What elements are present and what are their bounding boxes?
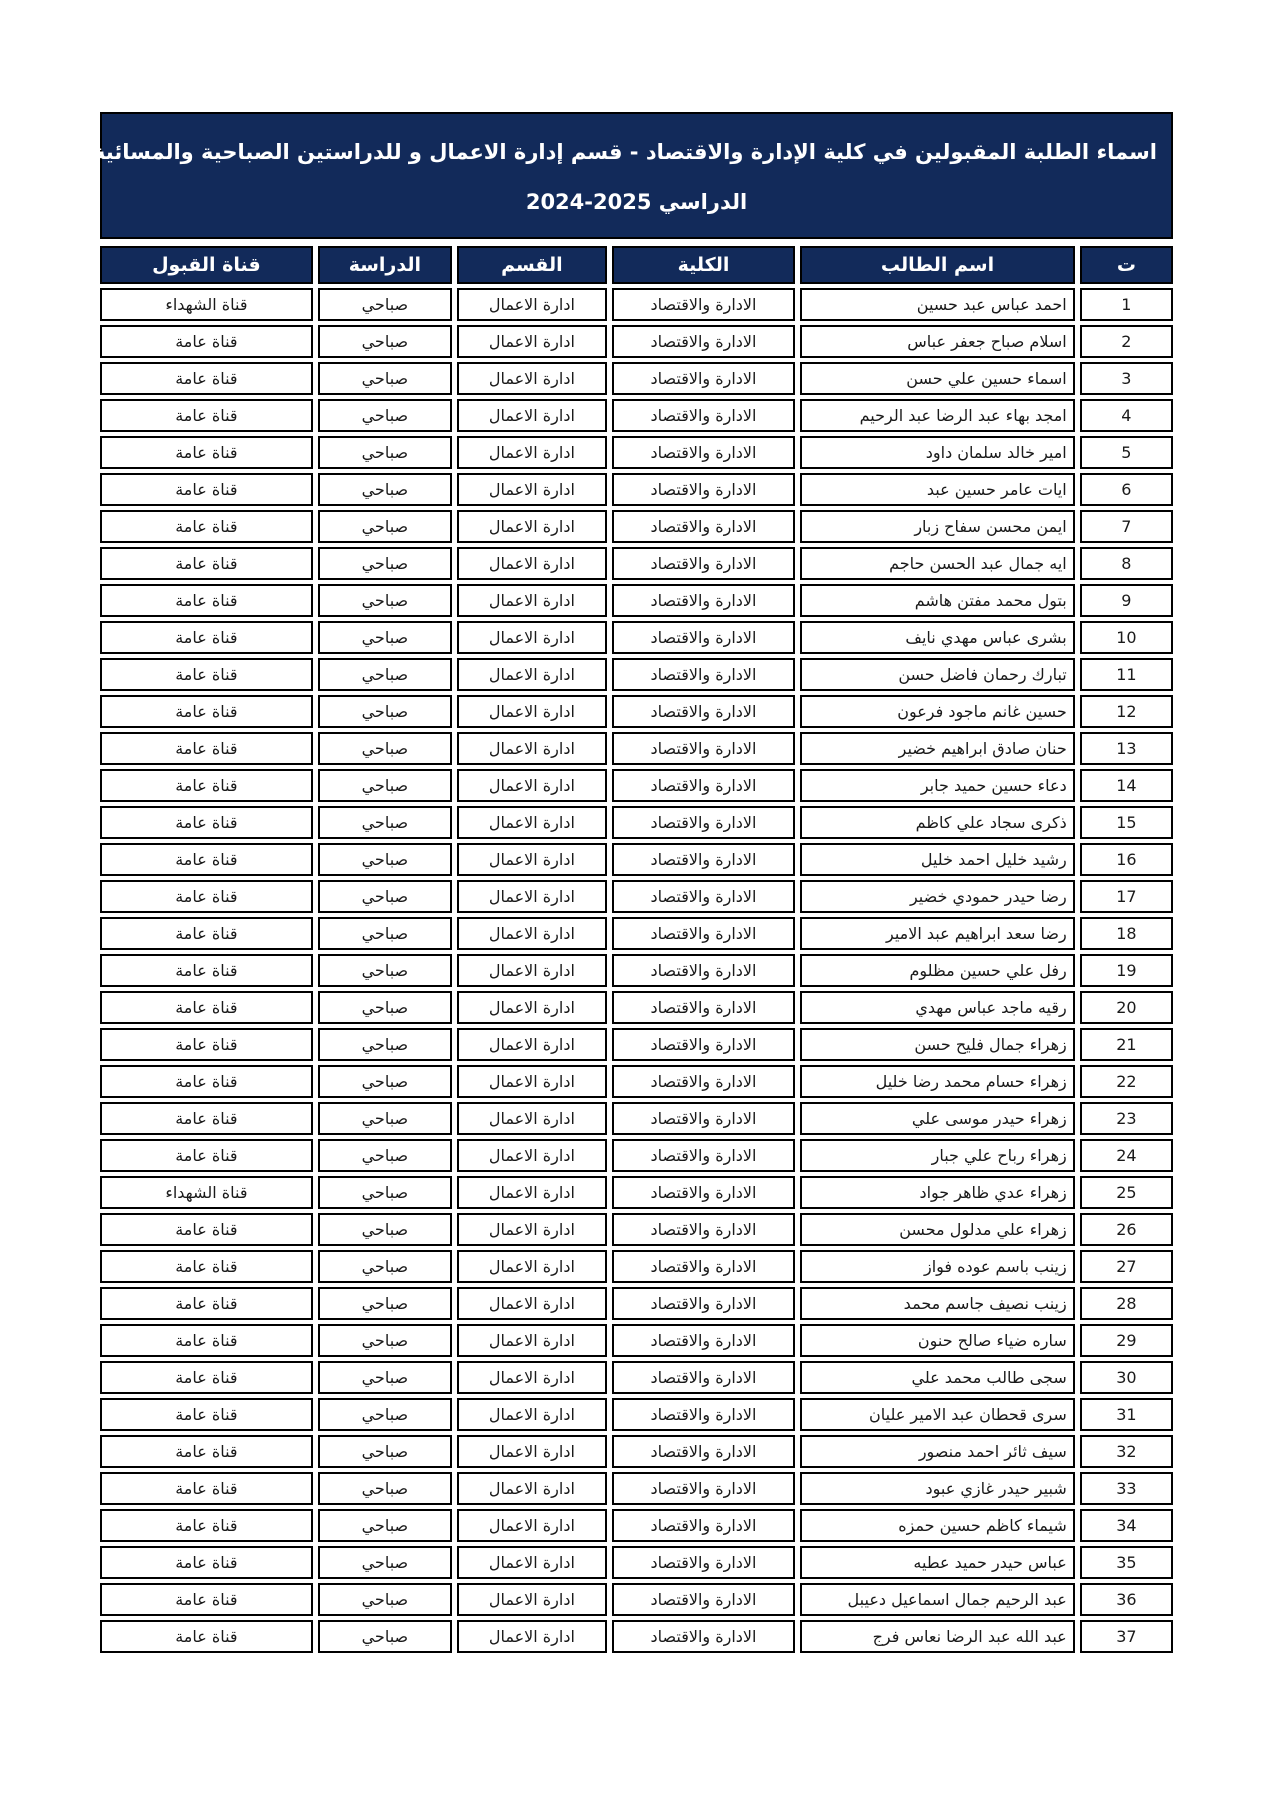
table-row [100, 843, 1173, 876]
column-header-no: ت [1080, 246, 1173, 284]
cell-dept: ادارة الاعمال [457, 584, 607, 617]
cell-dept: ادارة الاعمال [457, 399, 607, 432]
cell-no: 1 [1080, 288, 1173, 321]
cell-dept: ادارة الاعمال [457, 954, 607, 987]
table-row [100, 1065, 1173, 1098]
cell-name: ايات عامر حسين عبد [800, 473, 1075, 506]
table-row [100, 1028, 1173, 1061]
cell-channel: قناة عامة [100, 1065, 313, 1098]
table-row [100, 732, 1173, 765]
cell-dept: ادارة الاعمال [457, 1435, 607, 1468]
cell-channel: قناة عامة [100, 1472, 313, 1505]
cell-no: 5 [1080, 436, 1173, 469]
cell-name: زهراء رباح علي جبار [800, 1139, 1075, 1172]
cell-channel: قناة عامة [100, 584, 313, 617]
cell-name: ساره ضياء صالح حنون [800, 1324, 1075, 1357]
table-row [100, 1361, 1173, 1394]
cell-study: صباحي [318, 954, 452, 987]
cell-name: شبير حيدر غازي عبود [800, 1472, 1075, 1505]
cell-college: الادارة والاقتصاد [612, 1028, 795, 1061]
cell-study: صباحي [318, 1398, 452, 1431]
table-row [100, 1213, 1173, 1246]
cell-name: رشيد خليل احمد خليل [800, 843, 1075, 876]
cell-channel: قناة عامة [100, 1324, 313, 1357]
cell-no: 14 [1080, 769, 1173, 802]
cell-study: صباحي [318, 1213, 452, 1246]
table-row [100, 362, 1173, 395]
cell-dept: ادارة الاعمال [457, 325, 607, 358]
cell-college: الادارة والاقتصاد [612, 1250, 795, 1283]
cell-no: 4 [1080, 399, 1173, 432]
table-row [100, 695, 1173, 728]
cell-college: الادارة والاقتصاد [612, 436, 795, 469]
cell-no: 13 [1080, 732, 1173, 765]
cell-study: صباحي [318, 510, 452, 543]
cell-study: صباحي [318, 1028, 452, 1061]
cell-college: الادارة والاقتصاد [612, 288, 795, 321]
cell-college: الادارة والاقتصاد [612, 1287, 795, 1320]
table-row [100, 584, 1173, 617]
table-row [100, 1472, 1173, 1505]
cell-no: 2 [1080, 325, 1173, 358]
cell-no: 31 [1080, 1398, 1173, 1431]
cell-study: صباحي [318, 1435, 452, 1468]
table-row [100, 806, 1173, 839]
cell-channel: قناة عامة [100, 547, 313, 580]
cell-dept: ادارة الاعمال [457, 510, 607, 543]
cell-study: صباحي [318, 917, 452, 950]
cell-no: 12 [1080, 695, 1173, 728]
cell-name: ايه جمال عبد الحسن حاجم [800, 547, 1075, 580]
cell-channel: قناة عامة [100, 362, 313, 395]
cell-channel: قناة عامة [100, 621, 313, 654]
cell-channel: قناة عامة [100, 1620, 313, 1653]
cell-no: 26 [1080, 1213, 1173, 1246]
cell-study: صباحي [318, 1102, 452, 1135]
cell-name: زهراء حيدر موسى علي [800, 1102, 1075, 1135]
cell-dept: ادارة الاعمال [457, 1620, 607, 1653]
cell-name: امير خالد سلمان داود [800, 436, 1075, 469]
cell-channel: قناة الشهداء [100, 1176, 313, 1209]
cell-channel: قناة عامة [100, 843, 313, 876]
cell-dept: ادارة الاعمال [457, 1398, 607, 1431]
cell-study: صباحي [318, 769, 452, 802]
cell-dept: ادارة الاعمال [457, 806, 607, 839]
table-row [100, 1287, 1173, 1320]
cell-name: شيماء كاظم حسين حمزه [800, 1509, 1075, 1542]
cell-name: بتول محمد مفتن هاشم [800, 584, 1075, 617]
table-row [100, 1435, 1173, 1468]
cell-name: بشرى عباس مهدي نايف [800, 621, 1075, 654]
table-row [100, 1509, 1173, 1542]
cell-college: الادارة والاقتصاد [612, 621, 795, 654]
cell-college: الادارة والاقتصاد [612, 1509, 795, 1542]
cell-college: الادارة والاقتصاد [612, 362, 795, 395]
cell-study: صباحي [318, 1139, 452, 1172]
document-title [34, 112, 1173, 239]
cell-no: 33 [1080, 1472, 1173, 1505]
cell-dept: ادارة الاعمال [457, 1324, 607, 1357]
cell-dept: ادارة الاعمال [457, 1028, 607, 1061]
cell-channel: قناة عامة [100, 991, 313, 1024]
cell-study: صباحي [318, 1176, 452, 1209]
table-row [100, 399, 1173, 432]
cell-name: رفل علي حسين مظلوم [800, 954, 1075, 987]
cell-name: اسماء حسين علي حسن [800, 362, 1075, 395]
cell-college: الادارة والاقتصاد [612, 1361, 795, 1394]
cell-name: زينب نصيف جاسم محمد [800, 1287, 1075, 1320]
cell-college: الادارة والاقتصاد [612, 584, 795, 617]
cell-college: الادارة والاقتصاد [612, 1620, 795, 1653]
cell-study: صباحي [318, 1583, 452, 1616]
cell-name: ذكرى سجاد علي كاظم [800, 806, 1075, 839]
cell-channel: قناة عامة [100, 1509, 313, 1542]
table-row [100, 1102, 1173, 1135]
cell-no: 6 [1080, 473, 1173, 506]
cell-channel: قناة عامة [100, 399, 313, 432]
cell-dept: ادارة الاعمال [457, 362, 607, 395]
cell-name: زهراء عدي ظاهر جواد [800, 1176, 1075, 1209]
cell-no: 18 [1080, 917, 1173, 950]
cell-channel: قناة الشهداء [100, 288, 313, 321]
table-row [100, 288, 1173, 321]
table-row [100, 473, 1173, 506]
table-row [100, 1546, 1173, 1579]
cell-name: حسين غانم ماجود فرعون [800, 695, 1075, 728]
cell-no: 8 [1080, 547, 1173, 580]
cell-no: 7 [1080, 510, 1173, 543]
cell-name: رقيه ماجد عباس مهدي [800, 991, 1075, 1024]
cell-college: الادارة والاقتصاد [612, 732, 795, 765]
cell-channel: قناة عامة [100, 325, 313, 358]
cell-dept: ادارة الاعمال [457, 658, 607, 691]
cell-study: صباحي [318, 1250, 452, 1283]
cell-name: تبارك رحمان فاضل حسن [800, 658, 1075, 691]
cell-study: صباحي [318, 547, 452, 580]
cell-college: الادارة والاقتصاد [612, 954, 795, 987]
cell-no: 21 [1080, 1028, 1173, 1061]
table-row [100, 621, 1173, 654]
cell-college: الادارة والاقتصاد [612, 1324, 795, 1357]
cell-dept: ادارة الاعمال [457, 473, 607, 506]
cell-name: احمد عباس عبد حسين [800, 288, 1075, 321]
table-row [100, 991, 1173, 1024]
cell-no: 15 [1080, 806, 1173, 839]
cell-study: صباحي [318, 325, 452, 358]
cell-channel: قناة عامة [100, 1213, 313, 1246]
cell-dept: ادارة الاعمال [457, 1213, 607, 1246]
cell-name: زينب باسم عوده فواز [800, 1250, 1075, 1283]
table-row [100, 1583, 1173, 1616]
cell-college: الادارة والاقتصاد [612, 991, 795, 1024]
cell-no: 20 [1080, 991, 1173, 1024]
cell-college: الادارة والاقتصاد [612, 1139, 795, 1172]
cell-no: 3 [1080, 362, 1173, 395]
cell-channel: قناة عامة [100, 1139, 313, 1172]
cell-channel: قناة عامة [100, 1398, 313, 1431]
cell-channel: قناة عامة [100, 1250, 313, 1283]
cell-name: رضا حيدر حمودي خضير [800, 880, 1075, 913]
cell-no: 30 [1080, 1361, 1173, 1394]
cell-no: 11 [1080, 658, 1173, 691]
cell-study: صباحي [318, 584, 452, 617]
cell-college: الادارة والاقتصاد [612, 1102, 795, 1135]
cell-dept: ادارة الاعمال [457, 843, 607, 876]
cell-dept: ادارة الاعمال [457, 1546, 607, 1579]
cell-no: 10 [1080, 621, 1173, 654]
document-content [34, 112, 1173, 1657]
cell-name: ايمن محسن سفاح زبار [800, 510, 1075, 543]
cell-dept: ادارة الاعمال [457, 1176, 607, 1209]
cell-name: اسلام صباح جعفر عباس [800, 325, 1075, 358]
cell-study: صباحي [318, 473, 452, 506]
cell-name: دعاء حسين حميد جابر [800, 769, 1075, 802]
cell-name: عباس حيدر حميد عطيه [800, 1546, 1075, 1579]
cell-dept: ادارة الاعمال [457, 917, 607, 950]
table-row [100, 658, 1173, 691]
cell-name: عبد الرحيم جمال اسماعيل دعيبل [800, 1583, 1075, 1616]
cell-study: صباحي [318, 288, 452, 321]
cell-dept: ادارة الاعمال [457, 1065, 607, 1098]
cell-dept: ادارة الاعمال [457, 621, 607, 654]
cell-no: 32 [1080, 1435, 1173, 1468]
cell-dept: ادارة الاعمال [457, 880, 607, 913]
cell-dept: ادارة الاعمال [457, 436, 607, 469]
cell-no: 9 [1080, 584, 1173, 617]
table-header-row [100, 246, 1173, 284]
cell-channel: قناة عامة [100, 1028, 313, 1061]
cell-study: صباحي [318, 1361, 452, 1394]
cell-dept: ادارة الاعمال [457, 1250, 607, 1283]
table-row [100, 1139, 1173, 1172]
cell-dept: ادارة الاعمال [457, 991, 607, 1024]
cell-college: الادارة والاقتصاد [612, 1398, 795, 1431]
cell-no: 36 [1080, 1583, 1173, 1616]
table-row [100, 325, 1173, 358]
cell-college: الادارة والاقتصاد [612, 1583, 795, 1616]
students-table-body [100, 288, 1173, 1653]
title-line-2: الدراسي 2025-2024 [525, 189, 748, 214]
table-row [100, 917, 1173, 950]
cell-college: الادارة والاقتصاد [612, 917, 795, 950]
table-row [100, 547, 1173, 580]
cell-no: 22 [1080, 1065, 1173, 1098]
column-header-study: الدراسة [318, 246, 452, 284]
cell-name: حنان صادق ابراهيم خضير [800, 732, 1075, 765]
table-row [100, 1176, 1173, 1209]
cell-dept: ادارة الاعمال [457, 1139, 607, 1172]
cell-channel: قناة عامة [100, 1435, 313, 1468]
cell-study: صباحي [318, 1509, 452, 1542]
cell-study: صباحي [318, 732, 452, 765]
cell-study: صباحي [318, 1065, 452, 1098]
cell-no: 23 [1080, 1102, 1173, 1135]
cell-college: الادارة والاقتصاد [612, 325, 795, 358]
cell-study: صباحي [318, 1620, 452, 1653]
cell-dept: ادارة الاعمال [457, 1102, 607, 1135]
cell-college: الادارة والاقتصاد [612, 1546, 795, 1579]
cell-college: الادارة والاقتصاد [612, 1065, 795, 1098]
cell-college: الادارة والاقتصاد [612, 399, 795, 432]
cell-no: 27 [1080, 1250, 1173, 1283]
cell-channel: قناة عامة [100, 1287, 313, 1320]
cell-college: الادارة والاقتصاد [612, 510, 795, 543]
table-row [100, 1250, 1173, 1283]
table-row [100, 954, 1173, 987]
column-header-name: اسم الطالب [800, 246, 1075, 284]
cell-study: صباحي [318, 695, 452, 728]
cell-dept: ادارة الاعمال [457, 1583, 607, 1616]
cell-study: صباحي [318, 362, 452, 395]
cell-dept: ادارة الاعمال [457, 695, 607, 728]
cell-no: 34 [1080, 1509, 1173, 1542]
column-header-dept: القسم [457, 246, 607, 284]
cell-college: الادارة والاقتصاد [612, 769, 795, 802]
cell-dept: ادارة الاعمال [457, 769, 607, 802]
cell-college: الادارة والاقتصاد [612, 1435, 795, 1468]
cell-no: 35 [1080, 1546, 1173, 1579]
column-header-channel: قناة القبول [100, 246, 313, 284]
cell-college: الادارة والاقتصاد [612, 547, 795, 580]
cell-dept: ادارة الاعمال [457, 1472, 607, 1505]
column-header-college: الكلية [612, 246, 795, 284]
cell-study: صباحي [318, 658, 452, 691]
cell-college: الادارة والاقتصاد [612, 473, 795, 506]
cell-name: سيف ثائر احمد منصور [800, 1435, 1075, 1468]
cell-channel: قناة عامة [100, 658, 313, 691]
cell-study: صباحي [318, 1546, 452, 1579]
cell-channel: قناة عامة [100, 917, 313, 950]
table-row [100, 769, 1173, 802]
cell-dept: ادارة الاعمال [457, 1361, 607, 1394]
cell-channel: قناة عامة [100, 732, 313, 765]
cell-dept: ادارة الاعمال [457, 732, 607, 765]
cell-channel: قناة عامة [100, 1102, 313, 1135]
cell-no: 17 [1080, 880, 1173, 913]
cell-channel: قناة عامة [100, 1361, 313, 1394]
cell-college: الادارة والاقتصاد [612, 843, 795, 876]
cell-channel: قناة عامة [100, 880, 313, 913]
cell-channel: قناة عامة [100, 695, 313, 728]
students-table [95, 242, 1178, 1657]
table-row [100, 1620, 1173, 1653]
cell-name: زهراء علي مدلول محسن [800, 1213, 1075, 1246]
cell-no: 28 [1080, 1287, 1173, 1320]
cell-dept: ادارة الاعمال [457, 288, 607, 321]
cell-college: الادارة والاقتصاد [612, 806, 795, 839]
cell-college: الادارة والاقتصاد [612, 1213, 795, 1246]
cell-study: صباحي [318, 843, 452, 876]
cell-study: صباحي [318, 991, 452, 1024]
cell-name: امجد بهاء عبد الرضا عبد الرحيم [800, 399, 1075, 432]
title-line-1: اسماء الطلبة المقبولين في كلية الإدارة والاقتصاد - قسم إدارة الاعمال و للدراستين الصباحية والمسائية للعام [34, 140, 1157, 164]
cell-name: سرى قحطان عبد الامير عليان [800, 1398, 1075, 1431]
table-row [100, 1324, 1173, 1357]
cell-no: 19 [1080, 954, 1173, 987]
cell-no: 37 [1080, 1620, 1173, 1653]
cell-no: 29 [1080, 1324, 1173, 1357]
cell-study: صباحي [318, 399, 452, 432]
cell-name: سجى طالب محمد علي [800, 1361, 1075, 1394]
cell-college: الادارة والاقتصاد [612, 658, 795, 691]
cell-study: صباحي [318, 436, 452, 469]
cell-study: صباحي [318, 1287, 452, 1320]
cell-channel: قناة عامة [100, 436, 313, 469]
cell-channel: قناة عامة [100, 510, 313, 543]
table-row [100, 510, 1173, 543]
cell-college: الادارة والاقتصاد [612, 1176, 795, 1209]
cell-study: صباحي [318, 1472, 452, 1505]
cell-name: عبد الله عبد الرضا نعاس فرج [800, 1620, 1075, 1653]
cell-channel: قناة عامة [100, 806, 313, 839]
table-row [100, 880, 1173, 913]
cell-dept: ادارة الاعمال [457, 1509, 607, 1542]
cell-channel: قناة عامة [100, 1583, 313, 1616]
cell-no: 16 [1080, 843, 1173, 876]
cell-college: الادارة والاقتصاد [612, 880, 795, 913]
cell-study: صباحي [318, 806, 452, 839]
cell-channel: قناة عامة [100, 1546, 313, 1579]
cell-study: صباحي [318, 621, 452, 654]
cell-channel: قناة عامة [100, 473, 313, 506]
table-row [100, 436, 1173, 469]
cell-channel: قناة عامة [100, 769, 313, 802]
cell-study: صباحي [318, 880, 452, 913]
cell-dept: ادارة الاعمال [457, 1287, 607, 1320]
cell-no: 24 [1080, 1139, 1173, 1172]
cell-no: 25 [1080, 1176, 1173, 1209]
cell-dept: ادارة الاعمال [457, 547, 607, 580]
cell-college: الادارة والاقتصاد [612, 1472, 795, 1505]
cell-name: زهراء حسام محمد رضا خليل [800, 1065, 1075, 1098]
cell-channel: قناة عامة [100, 954, 313, 987]
table-row [100, 1398, 1173, 1431]
cell-study: صباحي [318, 1324, 452, 1357]
cell-college: الادارة والاقتصاد [612, 695, 795, 728]
cell-name: زهراء جمال فليح حسن [800, 1028, 1075, 1061]
cell-name: رضا سعد ابراهيم عبد الامير [800, 917, 1075, 950]
